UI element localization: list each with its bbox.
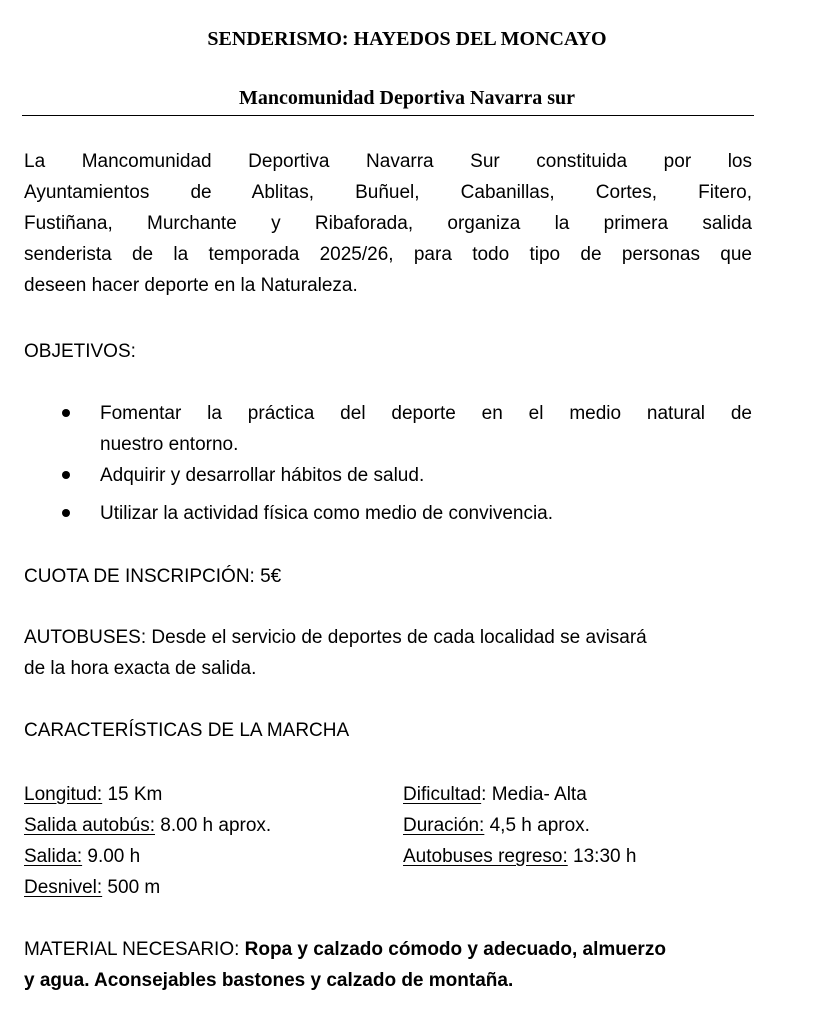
detail-autobuses-regreso bbox=[403, 845, 636, 869]
detail-longitud bbox=[24, 783, 162, 807]
detail-value: 4,5 h aprox. bbox=[484, 815, 590, 836]
autobuses-line: de la hora exacta de salida. bbox=[24, 658, 257, 679]
detail-label: Autobuses regreso: bbox=[403, 846, 568, 867]
detail-duracion bbox=[403, 814, 590, 838]
cuota: CUOTA DE INSCRIPCIÓN: 5€ bbox=[24, 566, 282, 587]
intro-line: La Mancomunidad Deportiva Navarra Sur constituida por los bbox=[24, 151, 752, 172]
divider bbox=[22, 115, 754, 116]
intro-line: Ayuntamientos de Ablitas, Buñuel, Cabanillas, Cortes, Fitero, bbox=[24, 182, 752, 203]
objetivo-item: Utilizar la actividad física como medio de convivencia. bbox=[100, 503, 554, 524]
detail-salida bbox=[24, 845, 140, 869]
autobuses-line: AUTOBUSES: Desde el servicio de deportes de cada localidad se avisará bbox=[24, 627, 647, 648]
objetivo-item: Fomentar la práctica del deporte en el medio natural de bbox=[100, 403, 752, 424]
detail-label: Duración: bbox=[403, 815, 485, 836]
detail-label: Desnivel: bbox=[24, 877, 103, 898]
detail-value: 13:30 h bbox=[567, 846, 637, 867]
document-title: SENDERISMO: HAYEDOS DEL MONCAYO bbox=[207, 28, 607, 50]
document-subtitle: Mancomunidad Deportiva Navarra sur bbox=[238, 87, 576, 109]
intro-line: Fustiñana, Murchante y Ribaforada, organiza la primera salida bbox=[24, 213, 752, 234]
material-text: Ropa y calzado cómodo y adecuado, almuerzo bbox=[244, 939, 666, 960]
detail-salida-autobus bbox=[24, 814, 271, 838]
objetivo-item: Adquirir y desarrollar hábitos de salud. bbox=[100, 465, 425, 486]
material-line bbox=[24, 938, 666, 962]
caracteristicas-heading: CARACTERÍSTICAS DE LA MARCHA bbox=[24, 720, 350, 741]
material-text: y agua. Aconsejables bastones y calzado de montaña. bbox=[24, 970, 514, 991]
bullet-icon bbox=[62, 509, 70, 517]
material-line bbox=[24, 969, 513, 993]
detail-value: 8.00 h aprox. bbox=[155, 815, 272, 836]
detail-desnivel bbox=[24, 876, 160, 900]
bullet-icon bbox=[62, 409, 70, 417]
detail-value: 9.00 h bbox=[82, 846, 141, 867]
detail-dificultad bbox=[403, 783, 587, 807]
detail-label: Longitud: bbox=[24, 784, 103, 805]
objetivo-item: nuestro entorno. bbox=[100, 434, 239, 455]
intro-line: deseen hacer deporte en la Naturaleza. bbox=[24, 275, 358, 296]
detail-label: Salida autobús: bbox=[24, 815, 155, 836]
material-label: MATERIAL NECESARIO: bbox=[24, 939, 245, 960]
detail-value: 15 Km bbox=[102, 784, 163, 805]
detail-label: Dificultad bbox=[403, 784, 482, 805]
intro-line: senderista de la temporada 2025/26, para todo tipo de personas que bbox=[24, 244, 752, 265]
detail-value: 500 m bbox=[102, 877, 161, 898]
detail-value: : Media- Alta bbox=[481, 784, 587, 805]
objetivos-heading: OBJETIVOS: bbox=[24, 341, 136, 362]
bullet-icon bbox=[62, 471, 70, 479]
detail-label: Salida: bbox=[24, 846, 83, 867]
